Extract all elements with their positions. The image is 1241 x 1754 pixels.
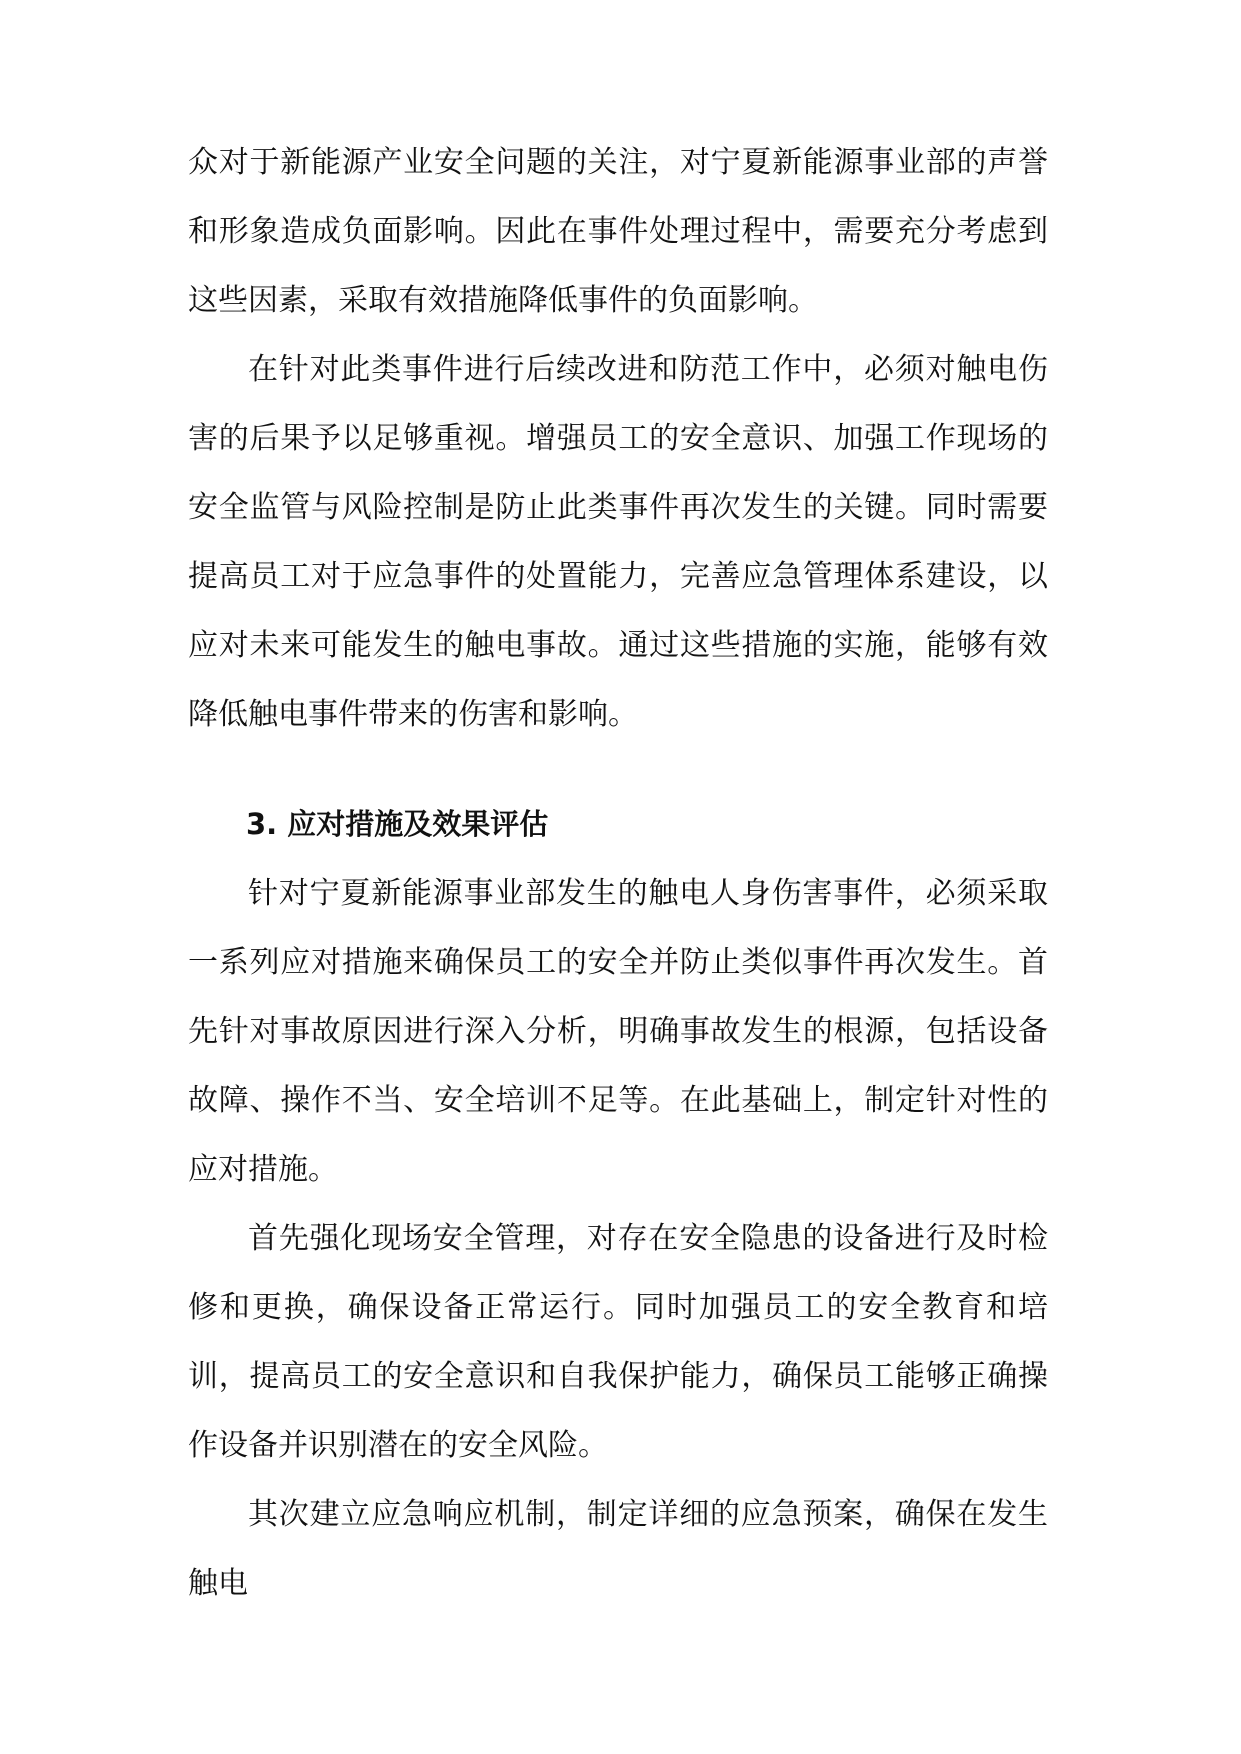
document-page: [188, 128, 1048, 1618]
paragraph-truncated: 其次建立应急响应机制，制定详细的应急预案，确保在发生触电: [188, 1497, 1048, 1601]
paragraph: 针对宁夏新能源事业部发生的触电人身伤害事件，必须采取一系列应对措施来确保员工的安全并防止类似事件再次发生。首先针对事故原因进行深入分析，明确事故发生的根源，包括设备故障、操作不当、安全培训不足等。在此基础上，制定针对性的应对措施。: [188, 876, 1048, 1187]
section-heading: 3. 应对措施及效果评估: [246, 807, 549, 841]
paragraph: 首先强化现场安全管理，对存在安全隐患的设备进行及时检修和更换，确保设备正常运行。同时加强员工的安全教育和培训，提高员工的安全意识和自我保护能力，确保员工能够正确操作设备并识别潜在的安全风险。: [188, 1221, 1048, 1463]
paragraph: 在针对此类事件进行后续改进和防范工作中，必须对触电伤害的后果予以足够重视。增强员工的安全意识、加强工作现场的安全监管与风险控制是防止此类事件再次发生的关键。同时需要提高员工对于应急事件的处置能力，完善应急管理体系建设，以应对未来可能发生的触电事故。通过这些措施的实施，能够有效降低触电事件带来的伤害和影响。: [188, 352, 1048, 732]
paragraph-continued: 众对于新能源产业安全问题的关注，对宁夏新能源事业部的声誉和形象造成负面影响。因此在事件处理过程中，需要充分考虑到这些因素，采取有效措施降低事件的负面影响。: [188, 145, 1048, 318]
